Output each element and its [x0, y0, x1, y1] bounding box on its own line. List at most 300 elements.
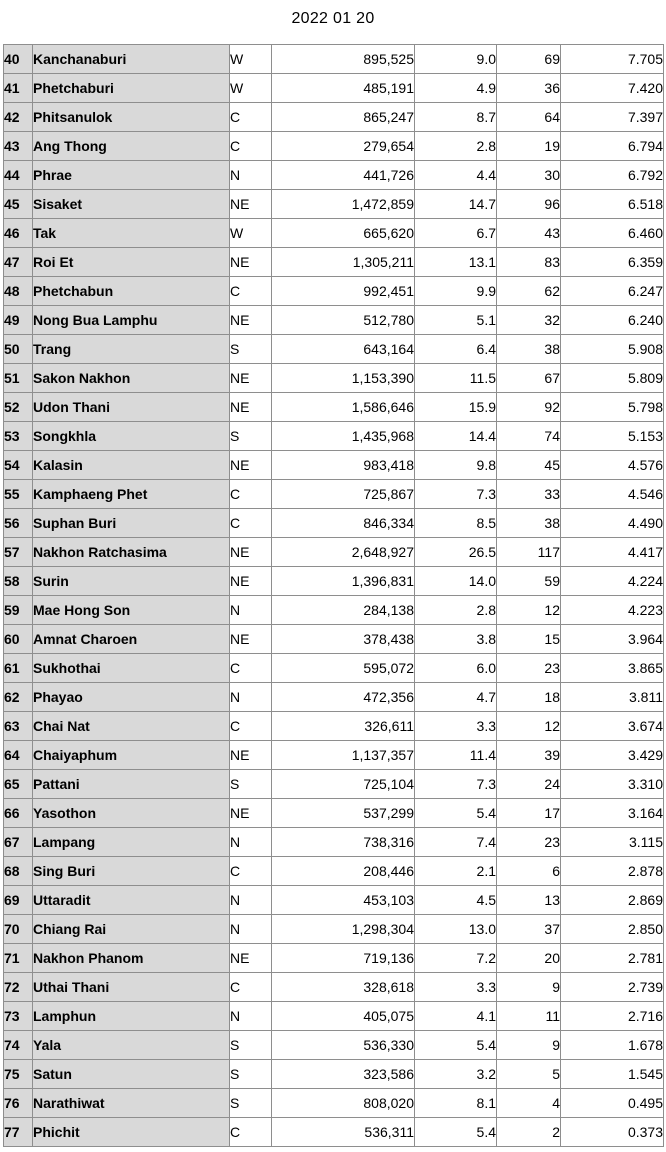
population-cell: 808,020 — [272, 1089, 415, 1118]
count-cell: 12 — [497, 712, 561, 741]
population-share-cell: 4.9 — [415, 74, 497, 103]
region-cell: NE — [230, 741, 272, 770]
count-cell: 2 — [497, 1118, 561, 1147]
population-cell: 725,104 — [272, 770, 415, 799]
rate-cell: 3.429 — [561, 741, 664, 770]
region-cell: C — [230, 132, 272, 161]
rate-cell: 4.576 — [561, 451, 664, 480]
rank-cell: 64 — [4, 741, 33, 770]
population-cell: 453,103 — [272, 886, 415, 915]
province-cell: Surin — [33, 567, 230, 596]
population-cell: 595,072 — [272, 654, 415, 683]
data-table — [3, 44, 664, 1147]
population-share-cell: 4.5 — [415, 886, 497, 915]
count-cell: 19 — [497, 132, 561, 161]
rank-cell: 65 — [4, 770, 33, 799]
table-row — [4, 219, 664, 248]
table-row — [4, 161, 664, 190]
province-cell: Sisaket — [33, 190, 230, 219]
rank-cell: 59 — [4, 596, 33, 625]
region-cell: N — [230, 886, 272, 915]
rate-cell: 5.908 — [561, 335, 664, 364]
region-cell: C — [230, 712, 272, 741]
region-cell: NE — [230, 190, 272, 219]
table-row — [4, 480, 664, 509]
population-share-cell: 26.5 — [415, 538, 497, 567]
table-row — [4, 393, 664, 422]
population-cell: 405,075 — [272, 1002, 415, 1031]
count-cell: 23 — [497, 654, 561, 683]
region-cell: N — [230, 915, 272, 944]
rate-cell: 1.545 — [561, 1060, 664, 1089]
population-share-cell: 6.4 — [415, 335, 497, 364]
population-cell: 328,618 — [272, 973, 415, 1002]
rate-cell: 3.164 — [561, 799, 664, 828]
rank-cell: 42 — [4, 103, 33, 132]
table-row — [4, 596, 664, 625]
count-cell: 6 — [497, 857, 561, 886]
rate-cell: 2.781 — [561, 944, 664, 973]
province-cell: Phetchabun — [33, 277, 230, 306]
population-cell: 719,136 — [272, 944, 415, 973]
table-row — [4, 335, 664, 364]
region-cell: W — [230, 45, 272, 74]
rank-cell: 50 — [4, 335, 33, 364]
rate-cell: 2.869 — [561, 886, 664, 915]
province-cell: Amnat Charoen — [33, 625, 230, 654]
province-cell: Mae Hong Son — [33, 596, 230, 625]
rank-cell: 72 — [4, 973, 33, 1002]
population-cell: 284,138 — [272, 596, 415, 625]
rank-cell: 55 — [4, 480, 33, 509]
count-cell: 23 — [497, 828, 561, 857]
region-cell: C — [230, 857, 272, 886]
count-cell: 38 — [497, 509, 561, 538]
province-cell: Lampang — [33, 828, 230, 857]
population-share-cell: 7.3 — [415, 770, 497, 799]
population-cell: 1,298,304 — [272, 915, 415, 944]
rate-cell: 1.678 — [561, 1031, 664, 1060]
rate-cell: 0.373 — [561, 1118, 664, 1147]
population-share-cell: 2.1 — [415, 857, 497, 886]
table-row — [4, 683, 664, 712]
rate-cell: 3.811 — [561, 683, 664, 712]
population-cell: 1,435,968 — [272, 422, 415, 451]
count-cell: 37 — [497, 915, 561, 944]
population-share-cell: 13.0 — [415, 915, 497, 944]
region-cell: C — [230, 654, 272, 683]
table-row — [4, 1118, 664, 1147]
region-cell: S — [230, 1089, 272, 1118]
rank-cell: 47 — [4, 248, 33, 277]
table-row — [4, 451, 664, 480]
rank-cell: 73 — [4, 1002, 33, 1031]
population-share-cell: 3.2 — [415, 1060, 497, 1089]
table-row — [4, 799, 664, 828]
table-row — [4, 654, 664, 683]
population-share-cell: 6.0 — [415, 654, 497, 683]
count-cell: 38 — [497, 335, 561, 364]
rank-cell: 74 — [4, 1031, 33, 1060]
table-row — [4, 857, 664, 886]
rank-cell: 48 — [4, 277, 33, 306]
rate-cell: 6.240 — [561, 306, 664, 335]
table-row — [4, 625, 664, 654]
rank-cell: 56 — [4, 509, 33, 538]
count-cell: 20 — [497, 944, 561, 973]
table-row — [4, 509, 664, 538]
rank-cell: 62 — [4, 683, 33, 712]
count-cell: 24 — [497, 770, 561, 799]
rank-cell: 40 — [4, 45, 33, 74]
population-cell: 983,418 — [272, 451, 415, 480]
population-cell: 2,648,927 — [272, 538, 415, 567]
table-row — [4, 190, 664, 219]
population-cell: 512,780 — [272, 306, 415, 335]
population-share-cell: 8.1 — [415, 1089, 497, 1118]
population-share-cell: 2.8 — [415, 596, 497, 625]
region-cell: S — [230, 1031, 272, 1060]
table-row — [4, 712, 664, 741]
table-row — [4, 944, 664, 973]
region-cell: N — [230, 596, 272, 625]
province-cell: Udon Thani — [33, 393, 230, 422]
rank-cell: 76 — [4, 1089, 33, 1118]
population-share-cell: 11.4 — [415, 741, 497, 770]
population-cell: 441,726 — [272, 161, 415, 190]
count-cell: 64 — [497, 103, 561, 132]
rank-cell: 70 — [4, 915, 33, 944]
table-row — [4, 306, 664, 335]
rank-cell: 54 — [4, 451, 33, 480]
rate-cell: 7.420 — [561, 74, 664, 103]
region-cell: N — [230, 828, 272, 857]
population-share-cell: 15.9 — [415, 393, 497, 422]
province-cell: Suphan Buri — [33, 509, 230, 538]
count-cell: 15 — [497, 625, 561, 654]
count-cell: 67 — [497, 364, 561, 393]
count-cell: 9 — [497, 973, 561, 1002]
count-cell: 13 — [497, 886, 561, 915]
region-cell: S — [230, 1060, 272, 1089]
table-row — [4, 74, 664, 103]
rank-cell: 61 — [4, 654, 33, 683]
population-cell: 537,299 — [272, 799, 415, 828]
rate-cell: 3.115 — [561, 828, 664, 857]
rank-cell: 58 — [4, 567, 33, 596]
population-share-cell: 9.0 — [415, 45, 497, 74]
count-cell: 43 — [497, 219, 561, 248]
region-cell: S — [230, 335, 272, 364]
population-share-cell: 4.4 — [415, 161, 497, 190]
count-cell: 59 — [497, 567, 561, 596]
table-row — [4, 1002, 664, 1031]
region-cell: S — [230, 770, 272, 799]
region-cell: C — [230, 277, 272, 306]
count-cell: 69 — [497, 45, 561, 74]
population-share-cell: 8.5 — [415, 509, 497, 538]
count-cell: 5 — [497, 1060, 561, 1089]
table-row — [4, 422, 664, 451]
region-cell: C — [230, 1118, 272, 1147]
table-row — [4, 741, 664, 770]
rate-cell: 2.739 — [561, 973, 664, 1002]
table-row — [4, 567, 664, 596]
population-share-cell: 13.1 — [415, 248, 497, 277]
population-share-cell: 14.4 — [415, 422, 497, 451]
table-body — [4, 45, 664, 1147]
region-cell: NE — [230, 567, 272, 596]
province-cell: Tak — [33, 219, 230, 248]
region-cell: N — [230, 1002, 272, 1031]
count-cell: 17 — [497, 799, 561, 828]
province-cell: Songkhla — [33, 422, 230, 451]
region-cell: NE — [230, 248, 272, 277]
province-cell: Uthai Thani — [33, 973, 230, 1002]
province-cell: Narathiwat — [33, 1089, 230, 1118]
rate-cell: 6.792 — [561, 161, 664, 190]
province-cell: Phichit — [33, 1118, 230, 1147]
population-share-cell: 2.8 — [415, 132, 497, 161]
population-share-cell: 3.3 — [415, 712, 497, 741]
population-share-cell: 7.2 — [415, 944, 497, 973]
rate-cell: 7.397 — [561, 103, 664, 132]
region-cell: NE — [230, 364, 272, 393]
rank-cell: 71 — [4, 944, 33, 973]
table-row — [4, 248, 664, 277]
rate-cell: 3.674 — [561, 712, 664, 741]
rank-cell: 69 — [4, 886, 33, 915]
rank-cell: 77 — [4, 1118, 33, 1147]
table-row — [4, 103, 664, 132]
population-share-cell: 5.4 — [415, 1118, 497, 1147]
province-cell: Sing Buri — [33, 857, 230, 886]
province-cell: Kanchanaburi — [33, 45, 230, 74]
province-cell: Kalasin — [33, 451, 230, 480]
count-cell: 36 — [497, 74, 561, 103]
rank-cell: 53 — [4, 422, 33, 451]
count-cell: 9 — [497, 1031, 561, 1060]
count-cell: 117 — [497, 538, 561, 567]
rate-cell: 4.490 — [561, 509, 664, 538]
rate-cell: 6.247 — [561, 277, 664, 306]
rank-cell: 63 — [4, 712, 33, 741]
table-row — [4, 45, 664, 74]
population-cell: 1,472,859 — [272, 190, 415, 219]
page-title: 2022 01 20 — [291, 10, 375, 27]
population-cell: 1,396,831 — [272, 567, 415, 596]
population-share-cell: 4.1 — [415, 1002, 497, 1031]
region-cell: N — [230, 683, 272, 712]
table-row — [4, 1031, 664, 1060]
region-cell: NE — [230, 625, 272, 654]
population-cell: 725,867 — [272, 480, 415, 509]
count-cell: 83 — [497, 248, 561, 277]
province-cell: Phetchaburi — [33, 74, 230, 103]
rank-cell: 66 — [4, 799, 33, 828]
region-cell: NE — [230, 944, 272, 973]
province-cell: Satun — [33, 1060, 230, 1089]
population-cell: 536,311 — [272, 1118, 415, 1147]
rank-cell: 68 — [4, 857, 33, 886]
population-cell: 378,438 — [272, 625, 415, 654]
table-row — [4, 1089, 664, 1118]
population-share-cell: 5.4 — [415, 1031, 497, 1060]
rate-cell: 4.417 — [561, 538, 664, 567]
count-cell: 18 — [497, 683, 561, 712]
rate-cell: 5.798 — [561, 393, 664, 422]
count-cell: 11 — [497, 1002, 561, 1031]
rank-cell: 51 — [4, 364, 33, 393]
rate-cell: 3.865 — [561, 654, 664, 683]
rank-cell: 45 — [4, 190, 33, 219]
province-cell: Trang — [33, 335, 230, 364]
rate-cell: 3.964 — [561, 625, 664, 654]
region-cell: NE — [230, 393, 272, 422]
province-cell: Sukhothai — [33, 654, 230, 683]
population-cell: 1,305,211 — [272, 248, 415, 277]
count-cell: 92 — [497, 393, 561, 422]
region-cell: W — [230, 219, 272, 248]
rank-cell: 49 — [4, 306, 33, 335]
region-cell: C — [230, 509, 272, 538]
count-cell: 62 — [497, 277, 561, 306]
region-cell: N — [230, 161, 272, 190]
population-share-cell: 3.3 — [415, 973, 497, 1002]
population-share-cell: 9.8 — [415, 451, 497, 480]
count-cell: 33 — [497, 480, 561, 509]
region-cell: NE — [230, 799, 272, 828]
population-cell: 485,191 — [272, 74, 415, 103]
population-cell: 643,164 — [272, 335, 415, 364]
province-cell: Lamphun — [33, 1002, 230, 1031]
population-cell: 1,586,646 — [272, 393, 415, 422]
province-cell: Yasothon — [33, 799, 230, 828]
population-share-cell: 3.8 — [415, 625, 497, 654]
table-row — [4, 538, 664, 567]
table-row — [4, 915, 664, 944]
table-row — [4, 828, 664, 857]
population-cell: 665,620 — [272, 219, 415, 248]
population-share-cell: 14.0 — [415, 567, 497, 596]
rank-cell: 46 — [4, 219, 33, 248]
region-cell: S — [230, 422, 272, 451]
rate-cell: 5.153 — [561, 422, 664, 451]
province-cell: Chiang Rai — [33, 915, 230, 944]
province-cell: Phayao — [33, 683, 230, 712]
population-cell: 992,451 — [272, 277, 415, 306]
province-cell: Pattani — [33, 770, 230, 799]
province-cell: Uttaradit — [33, 886, 230, 915]
population-cell: 536,330 — [272, 1031, 415, 1060]
population-cell: 279,654 — [272, 132, 415, 161]
rate-cell: 6.359 — [561, 248, 664, 277]
count-cell: 32 — [497, 306, 561, 335]
rank-cell: 67 — [4, 828, 33, 857]
region-cell: C — [230, 973, 272, 1002]
region-cell: C — [230, 103, 272, 132]
rate-cell: 4.224 — [561, 567, 664, 596]
rate-cell: 4.223 — [561, 596, 664, 625]
population-cell: 208,446 — [272, 857, 415, 886]
population-cell: 1,153,390 — [272, 364, 415, 393]
population-share-cell: 7.3 — [415, 480, 497, 509]
population-cell: 895,525 — [272, 45, 415, 74]
table-row — [4, 277, 664, 306]
province-cell: Chai Nat — [33, 712, 230, 741]
table-row — [4, 132, 664, 161]
rank-cell: 41 — [4, 74, 33, 103]
population-share-cell: 6.7 — [415, 219, 497, 248]
rate-cell: 6.794 — [561, 132, 664, 161]
province-cell: Roi Et — [33, 248, 230, 277]
population-cell: 846,334 — [272, 509, 415, 538]
population-share-cell: 4.7 — [415, 683, 497, 712]
rate-cell: 2.878 — [561, 857, 664, 886]
region-cell: NE — [230, 306, 272, 335]
province-cell: Phitsanulok — [33, 103, 230, 132]
population-share-cell: 7.4 — [415, 828, 497, 857]
rate-cell: 6.460 — [561, 219, 664, 248]
population-cell: 738,316 — [272, 828, 415, 857]
rate-cell: 7.705 — [561, 45, 664, 74]
table-row — [4, 1060, 664, 1089]
province-cell: Ang Thong — [33, 132, 230, 161]
table-row — [4, 364, 664, 393]
rank-cell: 44 — [4, 161, 33, 190]
region-cell: C — [230, 480, 272, 509]
population-share-cell: 11.5 — [415, 364, 497, 393]
province-cell: Nakhon Phanom — [33, 944, 230, 973]
rank-cell: 43 — [4, 132, 33, 161]
rate-cell: 2.716 — [561, 1002, 664, 1031]
rate-cell: 6.518 — [561, 190, 664, 219]
count-cell: 74 — [497, 422, 561, 451]
population-cell: 472,356 — [272, 683, 415, 712]
table-row — [4, 886, 664, 915]
rank-cell: 60 — [4, 625, 33, 654]
population-cell: 326,611 — [272, 712, 415, 741]
rate-cell: 0.495 — [561, 1089, 664, 1118]
rate-cell: 5.809 — [561, 364, 664, 393]
count-cell: 12 — [497, 596, 561, 625]
count-cell: 4 — [497, 1089, 561, 1118]
rank-cell: 75 — [4, 1060, 33, 1089]
province-cell: Phrae — [33, 161, 230, 190]
rate-cell: 2.850 — [561, 915, 664, 944]
rate-cell: 4.546 — [561, 480, 664, 509]
population-cell: 865,247 — [272, 103, 415, 132]
table-row — [4, 973, 664, 1002]
province-cell: Kamphaeng Phet — [33, 480, 230, 509]
count-cell: 45 — [497, 451, 561, 480]
province-cell: Nong Bua Lamphu — [33, 306, 230, 335]
population-cell: 323,586 — [272, 1060, 415, 1089]
rank-cell: 57 — [4, 538, 33, 567]
province-cell: Sakon Nakhon — [33, 364, 230, 393]
population-share-cell: 5.1 — [415, 306, 497, 335]
rank-cell: 52 — [4, 393, 33, 422]
province-cell: Yala — [33, 1031, 230, 1060]
count-cell: 30 — [497, 161, 561, 190]
population-share-cell: 14.7 — [415, 190, 497, 219]
region-cell: W — [230, 74, 272, 103]
count-cell: 39 — [497, 741, 561, 770]
province-cell: Nakhon Ratchasima — [33, 538, 230, 567]
region-cell: NE — [230, 538, 272, 567]
population-share-cell: 9.9 — [415, 277, 497, 306]
rate-cell: 3.310 — [561, 770, 664, 799]
